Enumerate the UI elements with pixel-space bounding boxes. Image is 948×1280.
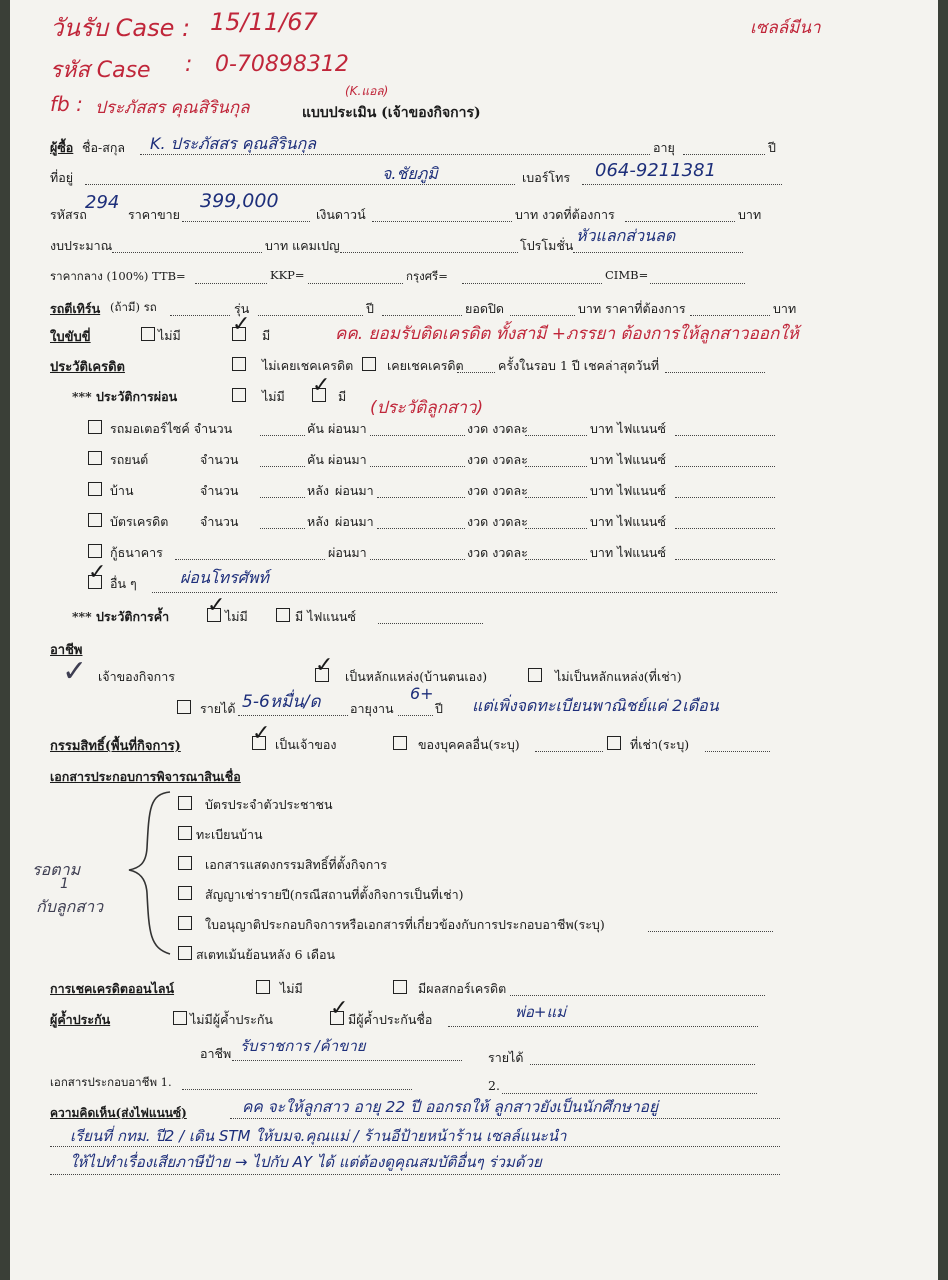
case-code-colon: : [185, 52, 193, 77]
career-docs-label: เอกสารประกอบอาชีพ 1. [50, 1075, 172, 1089]
promo-value: หัวแลกส่วนลด [576, 226, 676, 245]
down-label: เงินดาวน์ [316, 207, 366, 222]
bank-loan-checkbox[interactable] [88, 544, 102, 558]
license-label: ใบขับขี่ [50, 330, 91, 345]
tradein-year-label: ปี [366, 301, 374, 316]
guarantor-history-finance-label: มี ไฟแนนซ์ [295, 609, 356, 624]
other-person-label: ของบุคคลอื่น(ระบุ) [418, 737, 520, 752]
doc-ownership-checkbox[interactable] [178, 856, 192, 870]
car-code-label: รหัสรถ [50, 207, 87, 222]
career-label: อาชีพ [50, 643, 83, 658]
other-person-checkbox[interactable] [393, 736, 407, 750]
not-main-place-checkbox[interactable] [528, 668, 542, 682]
doc-id-checkbox[interactable] [178, 796, 192, 810]
side-note-2: 1 [60, 876, 69, 892]
never-check-label: ไม่เคยเชคเครดิต [262, 358, 354, 373]
side-note-3: กับลูกสาว [36, 897, 104, 916]
license-no-checkbox[interactable] [141, 327, 155, 341]
guarantor-history-label: *** ประวัติการค้ำ [72, 609, 170, 624]
income-value: 5-6หมื่น/ด [242, 692, 321, 712]
case-date-label: วันรับ Case : [50, 14, 191, 42]
car-paid: ผ่อนมา [328, 452, 367, 467]
credit-history-label: ประวัติเครดิต [50, 360, 125, 375]
car-count-label: จำนวน [200, 452, 239, 467]
moto-unit: คัน [307, 421, 324, 436]
guarantor-history-finance-checkbox[interactable] [276, 608, 290, 622]
doc-ownership-label: เอกสารแสดงกรรมสิทธิ์ที่ตั้งกิจการ [205, 857, 388, 872]
credit-card-label: บัตรเครดิต [110, 514, 169, 529]
others-label: อื่น ๆ [110, 576, 137, 591]
tradein-note: (ถ้ามี) รถ [110, 300, 157, 314]
installment-note: (ประวัติลูกสาว) [370, 398, 484, 418]
address-value: จ.ชัยภูมิ [382, 164, 438, 183]
want-price-label: บาท ราคาที่ต้องการ [578, 301, 686, 316]
doc-id-label: บัตรประจำตัวประชาชน [205, 797, 333, 812]
doc-statement-checkbox[interactable] [178, 946, 192, 960]
car-unit: คัน [307, 452, 324, 467]
car-loan-checkbox[interactable] [88, 451, 102, 465]
moto-checkbox[interactable] [88, 420, 102, 434]
opinion-line-2: เรียนที่ กทม. ปี2 / เดิน STM ให้บมจ.คุณแม่ / ร้านอีป้ายหน้าร้าน เซลล์แนะนำ [70, 1127, 567, 1145]
installment-label: บาท งวดที่ต้องการ [515, 207, 615, 222]
baht-1: บาท [738, 207, 762, 222]
rented-checkbox[interactable] [607, 736, 621, 750]
fb-label: fb : [50, 92, 83, 116]
online-no-label: ไม่มี [280, 981, 303, 996]
work-age-year: ปี [435, 701, 443, 716]
card-unit: หลัง [307, 514, 330, 529]
kkp-label: KKP= [270, 268, 305, 282]
house-loan-label: บ้าน [110, 483, 134, 498]
doc-lease-label: สัญญาเช่ารายปี(กรณีสถานที่ตั้งกิจการเป็นที่เช่า) [205, 887, 464, 902]
address-label: ที่อยู่ [50, 170, 74, 185]
form-sheet [10, 0, 938, 1280]
model-label: รุ่น [234, 301, 250, 316]
house-loan-checkbox[interactable] [88, 482, 102, 496]
price-value: 399,000 [200, 190, 279, 212]
career-doc-2-label: 2. [488, 1078, 500, 1093]
moto-label: รถมอเตอร์ไซค์ จำนวน [110, 421, 233, 436]
doc-house-label: ทะเบียนบ้าน [196, 827, 263, 842]
is-owner-label: เป็นเจ้าของ [275, 737, 337, 752]
house-per: งวด งวดละ [467, 483, 528, 498]
income-note: แต่เพิ่งจดทะเบียนพาณิชย์แค่ 2เดือน [472, 696, 719, 715]
card-paid: ผ่อนมา [335, 514, 374, 529]
buyer-label: ผู้ซื้อ [50, 140, 74, 155]
income-label: รายได้ [200, 701, 236, 716]
checked-credit-checkbox[interactable] [362, 357, 376, 371]
installment-check-mark-icon: ✓ [312, 373, 331, 398]
close-label: ยอดปิด [465, 301, 505, 316]
no-guarantor-label: ไม่มีผู้ค้ำประกัน [190, 1012, 273, 1027]
guarantor-career: รับราชการ /ค้าขาย [240, 1037, 366, 1055]
license-no-label: ไม่มี [158, 328, 181, 343]
doc-license-checkbox[interactable] [178, 916, 192, 930]
car-finance: บาท ไฟแนนซ์ [590, 452, 666, 467]
guarantor-career-label: อาชีพ [200, 1046, 232, 1061]
card-finance: บาท ไฟแนนซ์ [590, 514, 666, 529]
guarantor-names: พ่อ+แม่ [515, 1003, 567, 1021]
opinion-label: ความคิดเห็น(ส่งไฟแนนซ์) [50, 1106, 187, 1120]
tradein-label: รถตีเทิร์น [50, 301, 101, 316]
top-right-name: เซลล์มีนา [750, 18, 821, 38]
has-guarantor-label: มีผู้ค้ำประกันชื่อ [348, 1012, 433, 1027]
side-note-1: รอตาม [32, 860, 81, 879]
price-label: ราคาขาย [128, 207, 181, 222]
house-paid: ผ่อนมา [335, 483, 374, 498]
case-code-value: 0-70898312 [215, 52, 349, 77]
license-check-mark-icon: ✓ [232, 312, 251, 337]
guarantor-label: ผู้ค้ำประกัน [50, 1012, 111, 1027]
credit-card-checkbox[interactable] [88, 513, 102, 527]
work-age-label: อายุงาน [350, 701, 394, 716]
guarantor-history-no-label: ไม่มี [225, 609, 248, 624]
installment-have-label: มี [338, 389, 347, 404]
cimb-label: CIMB= [605, 268, 649, 282]
promo-label: โปรโมชั่น [520, 238, 574, 253]
online-result-checkbox[interactable] [393, 980, 407, 994]
doc-statement-label: สเตทเม้นย้อนหลัง 6 เดือน [196, 947, 336, 962]
name-label: ชื่อ-สกุล [82, 140, 126, 155]
docs-brace-icon [125, 788, 175, 958]
bank-loan-label: กู้ธนาคาร [110, 545, 163, 560]
year-label: ปี [768, 140, 776, 155]
car-code-value: 294 [85, 192, 120, 213]
doc-house-checkbox[interactable] [178, 826, 192, 840]
main-place-label: เป็นหลักแหล่ง(บ้านตนเอง) [345, 669, 488, 684]
phone-value: 064-9211381 [595, 160, 717, 181]
moto-paid: ผ่อนมา [328, 421, 367, 436]
online-result-label: มีผลสกอร์เครดิต [418, 981, 507, 996]
case-date-value: 15/11/67 [210, 8, 318, 36]
gift-label: บาท แคมเปญ [265, 238, 340, 253]
others-value: ผ่อนโทรศัพท์ [180, 568, 269, 587]
bank-per: งวด งวดละ [467, 545, 528, 560]
form-title: แบบประเมิน (เจ้าของกิจการ) [302, 105, 481, 121]
car-loan-label: รถยนต์ [110, 452, 149, 467]
opinion-line-3: ให้ไปทำเรื่องเสียภาษีป้าย → ไปกับ AY ได้ แต่ต้องดูคุณสมบัติอื่นๆ ร่วมด้วย [70, 1153, 542, 1171]
ownership-label: กรรมสิทธิ์(พื้นที่กิจการ) [50, 739, 181, 754]
house-unit: หลัง [307, 483, 330, 498]
card-per: งวด งวดละ [467, 514, 528, 529]
moto-per: งวด งวดละ [467, 421, 528, 436]
owner-circle-check-icon: ✓ [62, 654, 88, 689]
budget-label: งบประมาณ [50, 238, 113, 253]
checked-credit-label: เคยเชคเครดิต [387, 358, 464, 373]
work-age-value: 6+ [410, 684, 434, 703]
card-count-label: จำนวน [200, 514, 239, 529]
installment-no-checkbox[interactable] [232, 388, 246, 402]
docs-label: เอกสารประกอบการพิจารณาสินเชื่อ [50, 769, 241, 784]
license-have-label: มี [262, 328, 271, 343]
online-credit-label: การเชคเครดิตออนไลน์ [50, 981, 175, 996]
installment-no-label: ไม่มี [262, 389, 285, 404]
online-no-checkbox[interactable] [256, 980, 270, 994]
no-guarantor-checkbox[interactable] [173, 1011, 187, 1025]
main-place-check-mark-icon: ✓ [315, 653, 334, 678]
car-per: งวด งวดละ [467, 452, 528, 467]
others-check-mark-icon: ✓ [88, 560, 107, 585]
fb-tag: (K.แอล) [345, 84, 389, 98]
case-code-label: รหัส Case [50, 58, 151, 83]
bank-paid: ผ่อนมา [328, 545, 367, 560]
moto-finance: บาท ไฟแนนซ์ [590, 421, 666, 436]
owner-label: เจ้าของกิจการ [98, 669, 175, 684]
not-main-place-label: ไม่เป็นหลักแหล่ง(ที่เช่า) [555, 669, 682, 684]
doc-lease-checkbox[interactable] [178, 886, 192, 900]
doc-license-label: ใบอนุญาติประกอบกิจการหรือเอกสารที่เกี่ยวข้องกับการประกอบอาชีพ(ระบุ) [205, 917, 605, 932]
house-count-label: จำนวน [200, 483, 239, 498]
phone-label: เบอร์โทร [522, 170, 571, 185]
times-round-label: ครั้งในรอบ 1 ปี เชคล่าสุดวันที่ [498, 358, 660, 373]
never-check-checkbox[interactable] [232, 357, 246, 371]
rented-label: ที่เช่า(ระบุ) [630, 737, 690, 752]
house-finance: บาท ไฟแนนซ์ [590, 483, 666, 498]
mid-price-label: ราคากลาง (100%) TTB= [50, 269, 186, 283]
krungsri-label: กรุงศรี= [406, 269, 448, 283]
name-value: K. ประภัสสร คุณสิรินกุล [150, 134, 317, 153]
baht-2: บาท [773, 301, 797, 316]
is-owner-check-mark-icon: ✓ [252, 721, 271, 746]
guarantor-income-label: รายได้ [488, 1050, 524, 1065]
fb-value: ประภัสสร คุณสิรินกุล [95, 98, 250, 118]
opinion-line-1: คค จะให้ลูกสาว อายุ 22 ปี ออกรถให้ ลูกสาวยังเป็นนักศึกษาอยู่ [242, 1098, 659, 1116]
income-checkbox[interactable] [177, 700, 191, 714]
age-label: อายุ [653, 140, 675, 155]
has-guarantor-check-mark-icon: ✓ [330, 996, 349, 1021]
guarantor-history-check-mark-icon: ✓ [207, 593, 226, 618]
license-note: คค. ยอมรับติดเครดิต ทั้งสามี +ภรรยา ต้องการให้ลูกสาวออกให้ [335, 324, 799, 344]
installment-history-label: *** ประวัติการผ่อน [72, 389, 178, 404]
bank-finance: บาท ไฟแนนซ์ [590, 545, 666, 560]
